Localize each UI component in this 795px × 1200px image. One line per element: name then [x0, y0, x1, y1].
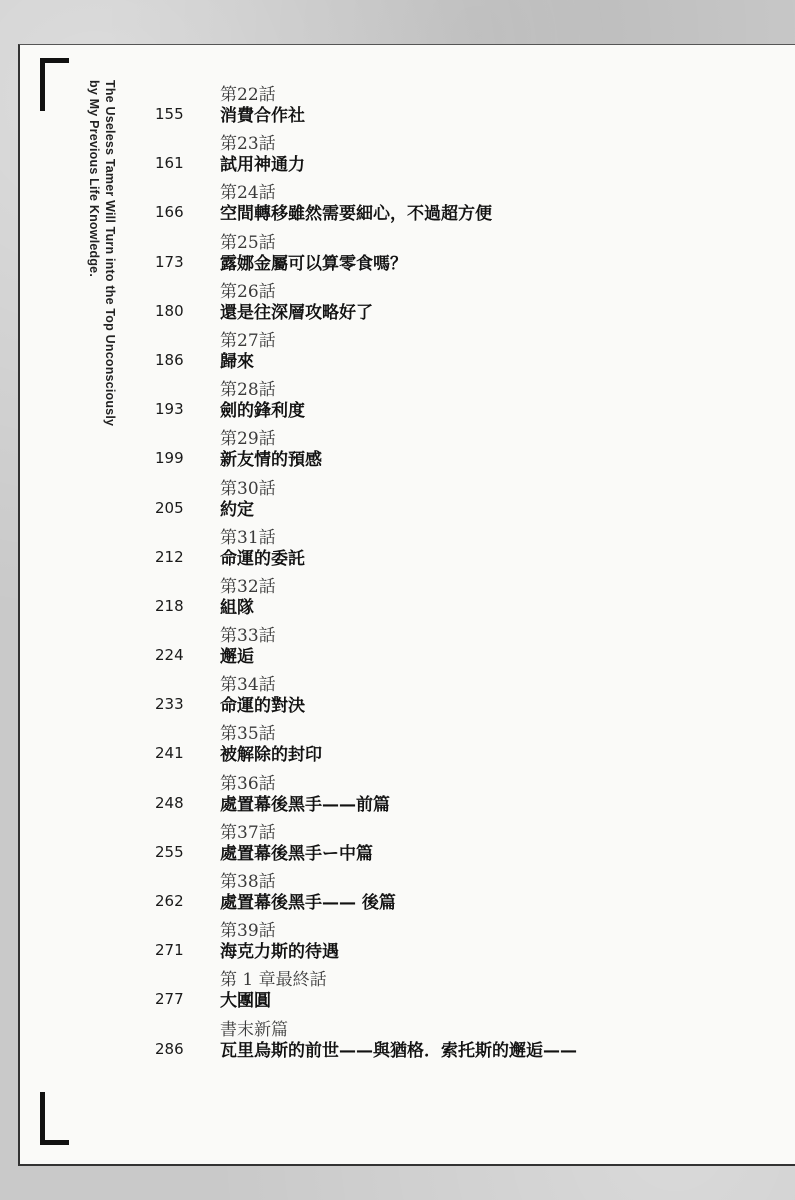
episode-title: 被解除的封印 — [220, 745, 322, 766]
episode-number: 第32話 — [220, 576, 276, 597]
toc-entry — [0, 969, 795, 1018]
episode-number: 第38話 — [220, 872, 276, 892]
side-title-line1: The Useless Tamer Will Turn into the Top Unconsciously — [103, 80, 117, 427]
toc-entry — [0, 576, 795, 625]
episode-title: 空間轉移雖然需要細心，不過超方便 — [220, 204, 492, 225]
episode-number: 第36話 — [220, 773, 276, 794]
episode-title: 歸來 — [220, 351, 254, 372]
page-number: 233 — [155, 695, 184, 714]
episode-number: 第26話 — [220, 281, 276, 302]
episode-number: 第23話 — [220, 134, 276, 155]
episode-number: 第 1 章最終話 — [220, 970, 327, 991]
page-number: 262 — [155, 892, 184, 910]
page-number: 248 — [155, 793, 184, 812]
page-number: 166 — [155, 203, 184, 222]
toc-entry — [0, 871, 795, 920]
episode-number: 第34話 — [220, 675, 276, 696]
episode-number: 第27話 — [220, 330, 276, 351]
episode-title: 劍的鋒利度 — [220, 401, 305, 422]
episode-title: 處置幕後黑手—— 後篇 — [220, 893, 396, 913]
toc-entry — [0, 232, 795, 281]
episode-title: 處置幕後黑手——前篇 — [220, 794, 390, 815]
toc-entry — [0, 330, 795, 379]
toc-entry — [0, 84, 795, 133]
toc-entry — [0, 527, 795, 576]
toc-entry — [0, 478, 795, 527]
episode-title: 命運的對決 — [220, 696, 305, 717]
toc-entry — [0, 625, 795, 674]
episode-title: 命運的委託 — [220, 548, 305, 569]
episode-number: 第39話 — [220, 921, 276, 942]
side-title-line2: by My Previous Life Knowledge. — [87, 80, 101, 278]
episode-number: 第22話 — [220, 85, 276, 105]
episode-title: 露娜金屬可以算零食嗎？ — [220, 253, 407, 274]
episode-title: 邂逅 — [220, 647, 254, 668]
episode-title: 處置幕後黑手ー中篇 — [220, 843, 373, 864]
episode-title: 海克力斯的待遇 — [220, 942, 339, 963]
episode-number: 第29話 — [220, 429, 276, 450]
episode-number: 第37話 — [220, 822, 276, 843]
page-number: 218 — [155, 596, 184, 615]
episode-number: 第28話 — [220, 380, 276, 401]
corner-bracket-bottom — [40, 1092, 69, 1145]
episode-number: 第24話 — [220, 183, 276, 204]
toc-entry — [0, 723, 795, 772]
page-number: 212 — [155, 547, 184, 566]
toc-entry — [0, 428, 795, 477]
toc-entry — [0, 1019, 795, 1068]
page-number: 241 — [155, 744, 184, 763]
episode-title: 大團圓 — [220, 991, 271, 1012]
table-of-contents — [0, 84, 795, 1068]
toc-entry — [0, 822, 795, 871]
toc-entry — [0, 674, 795, 723]
episode-number: 第35話 — [220, 724, 276, 745]
episode-title: 試用神通力 — [220, 155, 305, 176]
episode-number: 第25話 — [220, 232, 276, 253]
episode-title: 還是往深層攻略好了 — [220, 302, 373, 323]
toc-entry — [0, 379, 795, 428]
page-number: 224 — [155, 646, 184, 665]
episode-number: 書末新篇 — [220, 1019, 288, 1040]
toc-entry — [0, 773, 795, 822]
episode-title: 新友情的預感 — [220, 450, 322, 471]
toc-entry — [0, 281, 795, 330]
episode-title: 瓦里烏斯的前世——與猶格．索托斯的邂逅—— — [220, 1040, 577, 1061]
toc-entry — [0, 182, 795, 231]
episode-title: 組隊 — [220, 597, 254, 618]
episode-title: 約定 — [220, 499, 254, 520]
page-number: 193 — [155, 400, 184, 419]
page-number: 277 — [155, 990, 184, 1009]
page-number: 205 — [155, 498, 184, 517]
toc-entry — [0, 920, 795, 969]
page-number: 173 — [155, 252, 184, 271]
episode-number: 第30話 — [220, 478, 276, 499]
page-number: 161 — [155, 154, 184, 173]
toc-entry — [0, 133, 795, 182]
page-number: 271 — [155, 941, 184, 960]
episode-number: 第31話 — [220, 527, 276, 548]
page-number: 199 — [155, 449, 184, 468]
page-number: 255 — [155, 842, 184, 861]
page-number: 180 — [155, 301, 184, 320]
episode-number: 第33話 — [220, 626, 276, 647]
episode-title: 消費合作社 — [220, 106, 305, 126]
page-number: 155 — [155, 105, 184, 123]
page-number: 186 — [155, 350, 184, 369]
page-number: 286 — [155, 1039, 184, 1058]
